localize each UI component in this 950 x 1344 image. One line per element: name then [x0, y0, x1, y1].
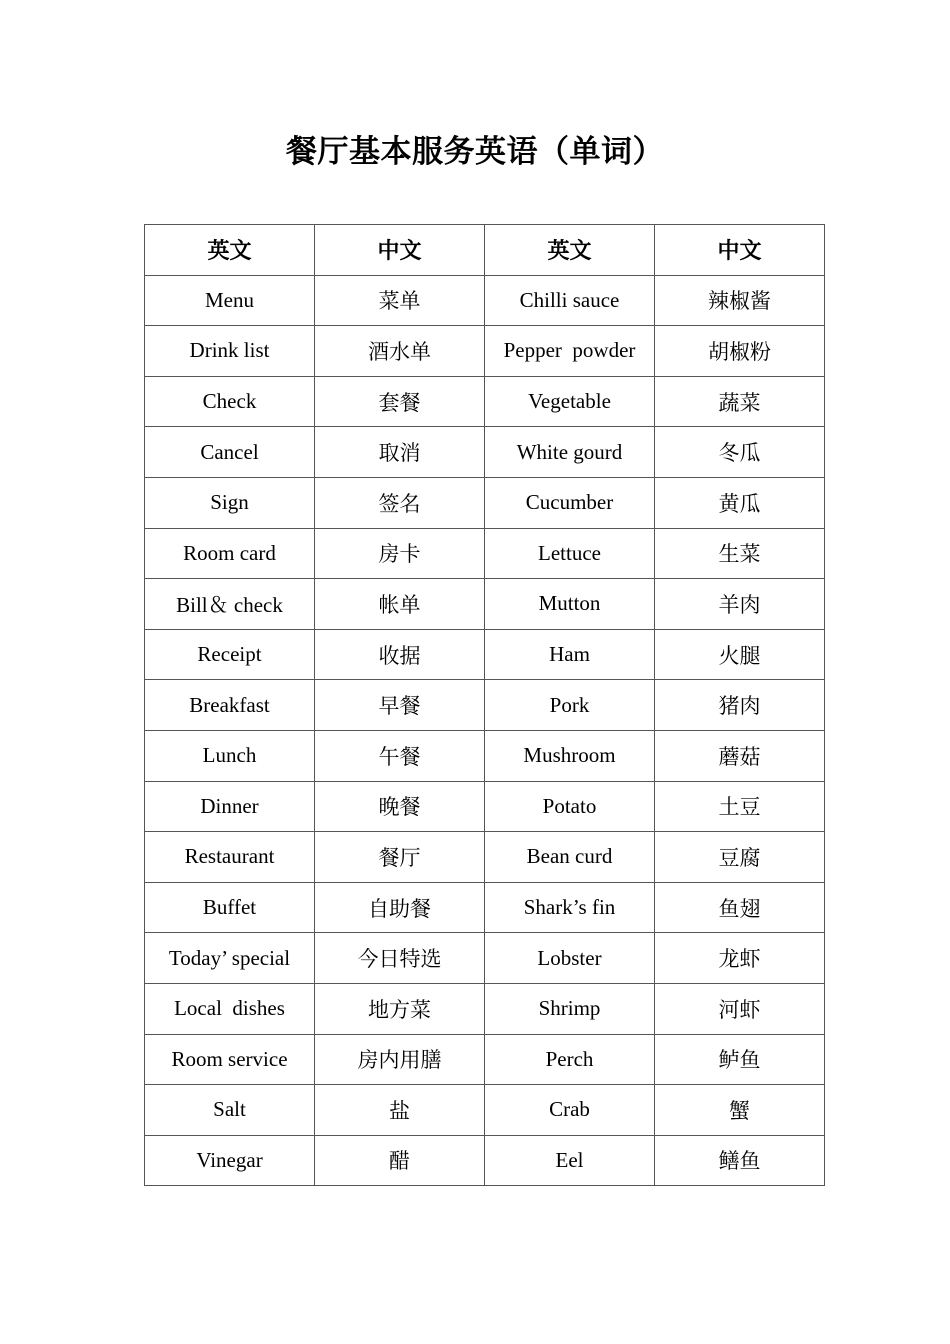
- chinese-term: 辣椒酱: [655, 275, 825, 326]
- table-row: [145, 882, 825, 933]
- english-term: Bean curd: [485, 832, 655, 883]
- chinese-term: 河虾: [655, 983, 825, 1034]
- vocabulary-table: [144, 224, 825, 1186]
- chinese-term: 豆腐: [655, 832, 825, 883]
- table-row: [145, 629, 825, 680]
- english-term: Cancel: [145, 427, 315, 478]
- chinese-term: 菜单: [315, 275, 485, 326]
- chinese-term: 蔬菜: [655, 376, 825, 427]
- english-term: Pork: [485, 680, 655, 731]
- english-term: Pepper powder: [485, 326, 655, 377]
- english-term: Salt: [145, 1085, 315, 1136]
- table-row: [145, 579, 825, 630]
- chinese-term: 自助餐: [315, 882, 485, 933]
- chinese-term: 餐厅: [315, 832, 485, 883]
- chinese-term: 鳝鱼: [655, 1135, 825, 1186]
- table-row: [145, 477, 825, 528]
- english-term: Mutton: [485, 579, 655, 630]
- english-term: Bill＆ check: [145, 579, 315, 630]
- chinese-term: 套餐: [315, 376, 485, 427]
- english-term: Eel: [485, 1135, 655, 1186]
- english-term: Lettuce: [485, 528, 655, 579]
- chinese-term: 胡椒粉: [655, 326, 825, 377]
- chinese-term: 晚餐: [315, 781, 485, 832]
- english-term: Mushroom: [485, 730, 655, 781]
- chinese-term: 帐单: [315, 579, 485, 630]
- chinese-term: 鱼翅: [655, 882, 825, 933]
- chinese-term: 取消: [315, 427, 485, 478]
- chinese-term: 早餐: [315, 680, 485, 731]
- chinese-term: 蟹: [655, 1085, 825, 1136]
- table-row: [145, 680, 825, 731]
- page-title: 餐厅基本服务英语（单词）: [286, 134, 664, 170]
- table-row: [145, 275, 825, 326]
- english-term: Chilli sauce: [485, 275, 655, 326]
- header-english-1: 英文: [145, 225, 315, 276]
- english-term: Room card: [145, 528, 315, 579]
- english-term: White gourd: [485, 427, 655, 478]
- chinese-term: 黄瓜: [655, 477, 825, 528]
- english-term: Local dishes: [145, 983, 315, 1034]
- table-row: [145, 1135, 825, 1186]
- table-header-row: [145, 225, 825, 276]
- english-term: Shark’s fin: [485, 882, 655, 933]
- chinese-term: 酒水单: [315, 326, 485, 377]
- chinese-term: 羊肉: [655, 579, 825, 630]
- chinese-term: 鲈鱼: [655, 1034, 825, 1085]
- chinese-term: 龙虾: [655, 933, 825, 984]
- table-row: [145, 1085, 825, 1136]
- chinese-term: 今日特选: [315, 933, 485, 984]
- table-row: [145, 781, 825, 832]
- english-term: Lobster: [485, 933, 655, 984]
- chinese-term: 醋: [315, 1135, 485, 1186]
- header-chinese-1: 中文: [315, 225, 485, 276]
- chinese-term: 午餐: [315, 730, 485, 781]
- chinese-term: 火腿: [655, 629, 825, 680]
- english-term: Breakfast: [145, 680, 315, 731]
- chinese-term: 签名: [315, 477, 485, 528]
- chinese-term: 盐: [315, 1085, 485, 1136]
- english-term: Vegetable: [485, 376, 655, 427]
- english-term: Lunch: [145, 730, 315, 781]
- chinese-term: 土豆: [655, 781, 825, 832]
- header-chinese-2: 中文: [655, 225, 825, 276]
- english-term: Cucumber: [485, 477, 655, 528]
- english-term: Buffet: [145, 882, 315, 933]
- chinese-term: 房内用膳: [315, 1034, 485, 1085]
- chinese-term: 猪肉: [655, 680, 825, 731]
- table-body: [145, 275, 825, 1186]
- english-term: Sign: [145, 477, 315, 528]
- chinese-term: 地方菜: [315, 983, 485, 1034]
- chinese-term: 冬瓜: [655, 427, 825, 478]
- english-term: Menu: [145, 275, 315, 326]
- english-term: Vinegar: [145, 1135, 315, 1186]
- english-term: Today’ special: [145, 933, 315, 984]
- english-term: Crab: [485, 1085, 655, 1136]
- english-term: Receipt: [145, 629, 315, 680]
- english-term: Check: [145, 376, 315, 427]
- english-term: Perch: [485, 1034, 655, 1085]
- english-term: Potato: [485, 781, 655, 832]
- table-row: [145, 528, 825, 579]
- english-term: Drink list: [145, 326, 315, 377]
- english-term: Dinner: [145, 781, 315, 832]
- chinese-term: 房卡: [315, 528, 485, 579]
- table-row: [145, 730, 825, 781]
- chinese-term: 蘑菇: [655, 730, 825, 781]
- table-row: [145, 832, 825, 883]
- english-term: Room service: [145, 1034, 315, 1085]
- header-english-2: 英文: [485, 225, 655, 276]
- chinese-term: 收据: [315, 629, 485, 680]
- table-row: [145, 326, 825, 377]
- english-term: Shrimp: [485, 983, 655, 1034]
- table-row: [145, 376, 825, 427]
- table-row: [145, 933, 825, 984]
- table-row: [145, 1034, 825, 1085]
- table-row: [145, 427, 825, 478]
- english-term: Ham: [485, 629, 655, 680]
- chinese-term: 生菜: [655, 528, 825, 579]
- table-row: [145, 983, 825, 1034]
- english-term: Restaurant: [145, 832, 315, 883]
